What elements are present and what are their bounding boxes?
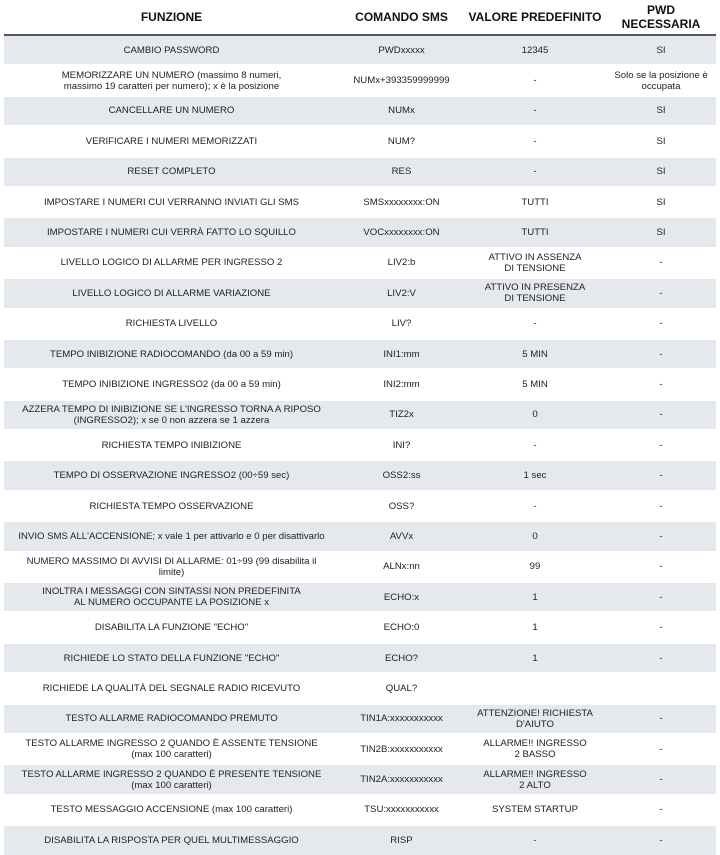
cell-funzione: TEMPO INIBIZIONE RADIOCOMANDO (da 00 a 59 min) bbox=[4, 339, 339, 369]
cell-valore-predefinito: 99 bbox=[464, 552, 606, 582]
cell-funzione: IMPOSTARE I NUMERI CUI VERRANNO INVIATI GLI SMS bbox=[4, 187, 339, 217]
cell-comando-sms: NUMx+393359999999 bbox=[339, 65, 464, 95]
cell-valore-predefinito: - bbox=[464, 825, 606, 854]
cell-pwd-necessaria: - bbox=[606, 491, 716, 521]
cell-valore-predefinito: 1 bbox=[464, 643, 606, 673]
cell-funzione: VERIFICARE I NUMERI MEMORIZZATI bbox=[4, 126, 339, 156]
cell-funzione: NUMERO MASSIMO DI AVVISI DI ALLARME: 01÷99 (99 disabilita il limite) bbox=[4, 552, 339, 582]
cell-comando-sms: OSS2:ss bbox=[339, 460, 464, 490]
cell-pwd-necessaria: - bbox=[606, 704, 716, 734]
table-row bbox=[4, 704, 716, 734]
cell-comando-sms: AVVx bbox=[339, 521, 464, 551]
cell-funzione: DISABILITA LA FUNZIONE "ECHO" bbox=[4, 612, 339, 642]
cell-comando-sms: TIN1A:xxxxxxxxxxx bbox=[339, 704, 464, 734]
table-row bbox=[4, 764, 716, 794]
cell-funzione: LIVELLO LOGICO DI ALLARME VARIAZIONE bbox=[4, 278, 339, 308]
table-row bbox=[4, 460, 716, 490]
cell-funzione: CAMBIO PASSWORD bbox=[4, 35, 339, 65]
table-row bbox=[4, 309, 716, 339]
cell-valore-predefinito: 1 sec bbox=[464, 460, 606, 490]
table-row bbox=[4, 400, 716, 430]
table-row bbox=[4, 96, 716, 126]
cell-pwd-necessaria: - bbox=[606, 643, 716, 673]
cell-funzione: DISABILITA LA RISPOSTA PER QUEL MULTIMESSAGGIO bbox=[4, 825, 339, 854]
header-pwd-necessaria: PWD NECESSARIA bbox=[606, 0, 716, 35]
cell-pwd-necessaria: Solo se la posizione è occupata bbox=[606, 65, 716, 95]
cell-comando-sms: TSU:xxxxxxxxxxx bbox=[339, 795, 464, 825]
cell-valore-predefinito: 5 MIN bbox=[464, 339, 606, 369]
cell-comando-sms: INI1:mm bbox=[339, 339, 464, 369]
cell-pwd-necessaria: - bbox=[606, 339, 716, 369]
table-row bbox=[4, 430, 716, 460]
table-row bbox=[4, 157, 716, 187]
cell-pwd-necessaria: - bbox=[606, 552, 716, 582]
cell-pwd-necessaria: - bbox=[606, 248, 716, 278]
cell-comando-sms: SMSxxxxxxxx:ON bbox=[339, 187, 464, 217]
cell-pwd-necessaria: - bbox=[606, 430, 716, 460]
cell-valore-predefinito: - bbox=[464, 65, 606, 95]
cell-comando-sms: INI2:mm bbox=[339, 369, 464, 399]
table-row bbox=[4, 734, 716, 764]
cell-comando-sms: LIV? bbox=[339, 309, 464, 339]
cell-pwd-necessaria: SI bbox=[606, 157, 716, 187]
cell-pwd-necessaria: - bbox=[606, 521, 716, 551]
cell-funzione: LIVELLO LOGICO DI ALLARME PER INGRESSO 2 bbox=[4, 248, 339, 278]
cell-valore-predefinito: ATTENZIONE! RICHIESTA D'AIUTO bbox=[464, 704, 606, 734]
cell-funzione: TESTO ALLARME INGRESSO 2 QUANDO È ASSENTE TENSIONE (max 100 caratteri) bbox=[4, 734, 339, 764]
cell-valore-predefinito: 1 bbox=[464, 582, 606, 612]
cell-valore-predefinito: ALLARME!! INGRESSO 2 ALTO bbox=[464, 764, 606, 794]
cell-comando-sms: RISP bbox=[339, 825, 464, 854]
cell-valore-predefinito: ALLARME!! INGRESSO 2 BASSO bbox=[464, 734, 606, 764]
cell-pwd-necessaria: SI bbox=[606, 126, 716, 156]
cell-pwd-necessaria: - bbox=[606, 369, 716, 399]
cell-comando-sms: LIV2:V bbox=[339, 278, 464, 308]
table-header-row bbox=[4, 0, 716, 35]
cell-funzione: RICHIESTA LIVELLO bbox=[4, 309, 339, 339]
cell-comando-sms: LIV2:b bbox=[339, 248, 464, 278]
cell-valore-predefinito: - bbox=[464, 96, 606, 126]
cell-comando-sms: ALNx:nn bbox=[339, 552, 464, 582]
table-row bbox=[4, 612, 716, 642]
table-row bbox=[4, 339, 716, 369]
cell-comando-sms: ECHO:x bbox=[339, 582, 464, 612]
cell-pwd-necessaria: - bbox=[606, 278, 716, 308]
table-row bbox=[4, 795, 716, 825]
cell-comando-sms: RES bbox=[339, 157, 464, 187]
cell-valore-predefinito: - bbox=[464, 430, 606, 460]
table-row bbox=[4, 248, 716, 278]
cell-funzione: CANCELLARE UN NUMERO bbox=[4, 96, 339, 126]
cell-comando-sms: ECHO:0 bbox=[339, 612, 464, 642]
table-row bbox=[4, 582, 716, 612]
cell-pwd-necessaria: - bbox=[606, 734, 716, 764]
table-row bbox=[4, 643, 716, 673]
cell-comando-sms: TIZ2x bbox=[339, 400, 464, 430]
table-row bbox=[4, 369, 716, 399]
table-row bbox=[4, 491, 716, 521]
cell-funzione: INVIO SMS ALL'ACCENSIONE; x vale 1 per attivarlo e 0 per disattivarlo bbox=[4, 521, 339, 551]
cell-funzione: IMPOSTARE I NUMERI CUI VERRÀ FATTO LO SQUILLO bbox=[4, 217, 339, 247]
cell-funzione: RICHIESTA TEMPO INIBIZIONE bbox=[4, 430, 339, 460]
table-row bbox=[4, 187, 716, 217]
table-row bbox=[4, 217, 716, 247]
cell-valore-predefinito bbox=[464, 673, 606, 703]
sms-commands-table bbox=[4, 0, 716, 855]
cell-comando-sms: OSS? bbox=[339, 491, 464, 521]
cell-comando-sms: INI? bbox=[339, 430, 464, 460]
cell-pwd-necessaria: - bbox=[606, 795, 716, 825]
table-row bbox=[4, 35, 716, 65]
cell-valore-predefinito: - bbox=[464, 491, 606, 521]
cell-comando-sms: TIN2B:xxxxxxxxxxx bbox=[339, 734, 464, 764]
cell-funzione: RICHIESTA TEMPO OSSERVAZIONE bbox=[4, 491, 339, 521]
cell-funzione: RICHIEDE LO STATO DELLA FUNZIONE "ECHO" bbox=[4, 643, 339, 673]
cell-valore-predefinito: SYSTEM STARTUP bbox=[464, 795, 606, 825]
cell-comando-sms: QUAL? bbox=[339, 673, 464, 703]
cell-funzione: TESTO ALLARME RADIOCOMANDO PREMUTO bbox=[4, 704, 339, 734]
cell-pwd-necessaria: SI bbox=[606, 96, 716, 126]
cell-funzione: TESTO MESSAGGIO ACCENSIONE (max 100 caratteri) bbox=[4, 795, 339, 825]
cell-funzione: TESTO ALLARME INGRESSO 2 QUANDO È PRESENTE TENSIONE (max 100 caratteri) bbox=[4, 764, 339, 794]
table-row bbox=[4, 521, 716, 551]
cell-funzione: INOLTRA I MESSAGGI CON SINTASSI NON PREDEFINITA AL NUMERO OCCUPANTE LA POSIZIONE x bbox=[4, 582, 339, 612]
cell-comando-sms: PWDxxxxx bbox=[339, 35, 464, 65]
cell-pwd-necessaria: - bbox=[606, 612, 716, 642]
cell-pwd-necessaria: - bbox=[606, 400, 716, 430]
cell-comando-sms: ECHO? bbox=[339, 643, 464, 673]
cell-funzione: AZZERA TEMPO DI INIBIZIONE SE L'INGRESSO TORNA A RIPOSO (INGRESSO2); x se 0 non azzera se 1 azzera bbox=[4, 400, 339, 430]
cell-valore-predefinito: ATTIVO IN PRESENZA DI TENSIONE bbox=[464, 278, 606, 308]
table-row bbox=[4, 552, 716, 582]
header-funzione: FUNZIONE bbox=[4, 0, 339, 35]
cell-valore-predefinito: - bbox=[464, 126, 606, 156]
header-comando-sms: COMANDO SMS bbox=[339, 0, 464, 35]
cell-valore-predefinito: - bbox=[464, 309, 606, 339]
header-valore-predefinito: VALORE PREDEFINITO bbox=[464, 0, 606, 35]
cell-pwd-necessaria: SI bbox=[606, 217, 716, 247]
cell-funzione: RESET COMPLETO bbox=[4, 157, 339, 187]
cell-pwd-necessaria: - bbox=[606, 582, 716, 612]
cell-valore-predefinito: 1 bbox=[464, 612, 606, 642]
table-body bbox=[4, 35, 716, 855]
table-row bbox=[4, 278, 716, 308]
cell-funzione: MEMORIZZARE UN NUMERO (massimo 8 numeri, massimo 19 caratteri per numero); x è la posizione bbox=[4, 65, 339, 95]
cell-valore-predefinito: 0 bbox=[464, 400, 606, 430]
cell-funzione: TEMPO INIBIZIONE INGRESSO2 (da 00 a 59 min) bbox=[4, 369, 339, 399]
cell-valore-predefinito: TUTTI bbox=[464, 217, 606, 247]
cell-valore-predefinito: 5 MIN bbox=[464, 369, 606, 399]
table-row bbox=[4, 673, 716, 703]
cell-pwd-necessaria: - bbox=[606, 825, 716, 854]
cell-comando-sms: NUM? bbox=[339, 126, 464, 156]
cell-pwd-necessaria: - bbox=[606, 309, 716, 339]
cell-pwd-necessaria: - bbox=[606, 460, 716, 490]
cell-pwd-necessaria bbox=[606, 673, 716, 703]
cell-valore-predefinito: 12345 bbox=[464, 35, 606, 65]
table-row bbox=[4, 126, 716, 156]
cell-valore-predefinito: 0 bbox=[464, 521, 606, 551]
cell-comando-sms: TIN2A:xxxxxxxxxxx bbox=[339, 764, 464, 794]
cell-pwd-necessaria: - bbox=[606, 764, 716, 794]
cell-funzione: RICHIEDE LA QUALITÀ DEL SEGNALE RADIO RICEVUTO bbox=[4, 673, 339, 703]
cell-pwd-necessaria: SI bbox=[606, 187, 716, 217]
table-row bbox=[4, 65, 716, 95]
cell-valore-predefinito: - bbox=[464, 157, 606, 187]
cell-comando-sms: VOCxxxxxxxx:ON bbox=[339, 217, 464, 247]
cell-funzione: TEMPO DI OSSERVAZIONE INGRESSO2 (00÷59 sec) bbox=[4, 460, 339, 490]
cell-comando-sms: NUMx bbox=[339, 96, 464, 126]
cell-pwd-necessaria: SI bbox=[606, 35, 716, 65]
cell-valore-predefinito: TUTTI bbox=[464, 187, 606, 217]
cell-valore-predefinito: ATTIVO IN ASSENZA DI TENSIONE bbox=[464, 248, 606, 278]
table-row bbox=[4, 825, 716, 854]
